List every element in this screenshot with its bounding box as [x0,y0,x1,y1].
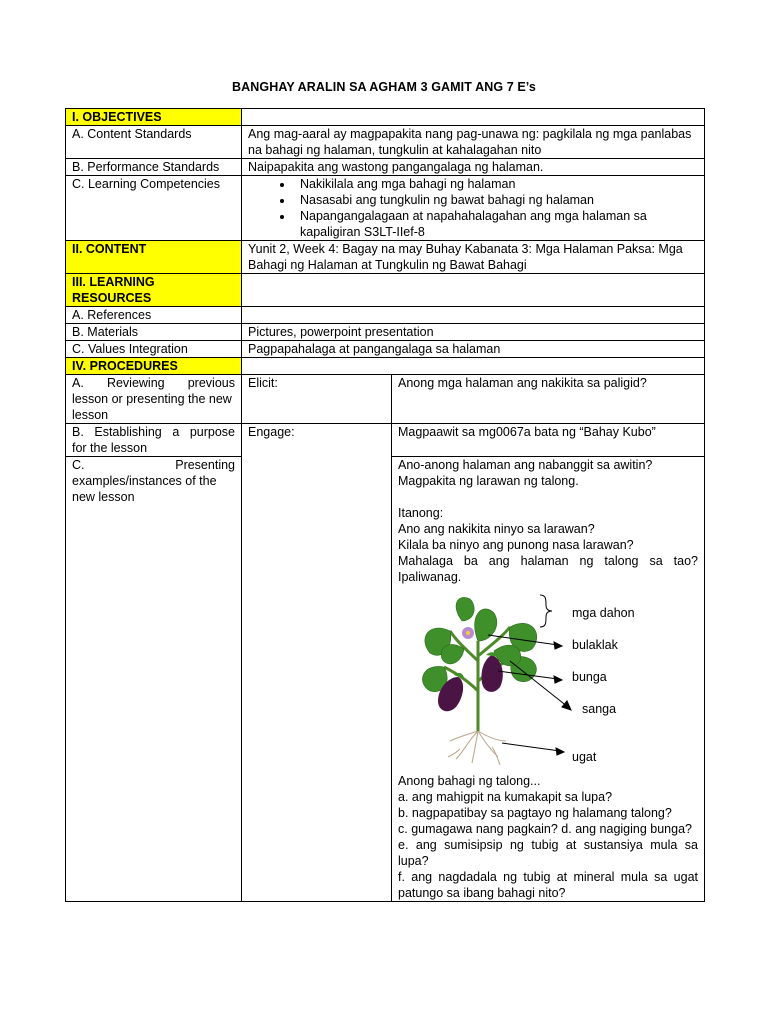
competencies-list [248,176,698,240]
procedure-c-activity: Ano-anong halaman ang nabanggit sa awitin? Magpakita ng larawan ng talong. Itanong: Ano ang nakikita ninyo sa larawan? Kilala ba ninyo ang punong nasa larawan? Mahalaga ba ang halaman ng talong sa tao? Ipaliwanag. mga dahon bulaklak bunga sanga ugat Anong bahagi ng talong... a. ang mahigpit na kumakapit sa lupa? b. nagpapatibay sa pagtayo ng halamang talong? c. gumagawa nang pagkain? d. ang nagiging bunga? e. ang sumisipsip ng tubig at sustansiya mula sa lupa? f. ang nagdadala ng tubig at mineral mula sa ugat patungo sa ibang bahagi nito? [392,457,705,902]
label-sanga: sanga [582,702,617,716]
procedure-c-label-rest: examples/instances of the new lesson [72,474,217,504]
label-bunga: bunga [572,670,607,684]
performance-standards-label: B. Performance Standards [66,159,242,176]
values-value: Pagpapahalaga at pangangalaga sa halaman [242,341,705,358]
materials-label: B. Materials [66,324,242,341]
eggplant-plant-icon [398,591,698,773]
procedures-header-row [66,358,705,375]
procedure-b-activity: Magpaawit sa mg0067a bata ng “Bahay Kubo” [392,424,705,457]
procedure-a-label-rest: lesson or presenting the new lesson [72,392,232,422]
itanong-label: Itanong: [398,506,444,520]
performance-standards-value: Naipapakita ang wastong pangangalaga ng halaman. [242,159,705,176]
question-b: b. nagpapatibay sa pagtayo ng halamang talong? [398,806,672,820]
content-row [66,241,705,274]
list-item: • Nasasabi ang tungkulin ng bawat bahagi ng halaman [294,192,698,208]
performance-standards-row [66,159,705,176]
references-label: A. References [66,307,242,324]
resources-header-row [66,274,705,307]
values-label: C. Values Integration [66,341,242,358]
learning-competencies-label: C. Learning Competencies [66,176,242,241]
label-ugat: ugat [572,750,597,764]
content-standards-row [66,126,705,159]
list-item: • Napangangalagaan at napahahalagahan ang mga halaman sa kapaligiran S3LT-IIef-8 [294,208,698,240]
eggplant-diagram [398,591,698,773]
references-row [66,307,705,324]
question-e: e. ang sumisipsip ng tubig at sustansiya mula sa lupa? [398,838,698,868]
procedure-c-label-first: C. Presenting [72,458,235,472]
phase-elicit: Elicit: [242,375,392,424]
procedure-b-row [66,424,705,457]
lesson-plan-table [65,108,705,902]
content-standards-value: Ang mag-aaral ay magpapakita nang pag-unawa ng: pagkilala ng mga panlabas na bahagi ng halaman, tungkulin at kahalagahan nito [242,126,705,159]
objectives-heading: I. OBJECTIVES [66,109,242,126]
question-f: f. ang nagdadala ng tubig at mineral mula sa ugat patungo sa ibang bahagi nito? [398,870,698,900]
justified-question: Mahalaga ba ang halaman ng talong sa tao? Ipaliwanag. [398,554,698,584]
procedure-b-label-first: B. Establishing a purpose [72,425,235,439]
references-value [242,307,705,324]
procedure-a-label-first: A. Reviewing previous [72,376,235,390]
procedure-a-activity: Anong mga halaman ang nakikita sa paligid? [392,375,705,424]
document-title: BANGHAY ARALIN SA AGHAM 3 GAMIT ANG 7 E’s [232,80,536,94]
question-intro: Anong bahagi ng talong... [398,774,541,788]
question-c: c. gumagawa nang pagkain? d. ang nagiging bunga? [398,822,692,836]
content-value: Yunit 2, Week 4: Bagay na may Buhay Kabanata 3: Mga Halaman Paksa: Mga Bahagi ng Halaman at Tungkulin ng Bawat Bahagi [242,241,705,274]
values-row [66,341,705,358]
materials-row [66,324,705,341]
label-bulaklak: bulaklak [572,638,618,652]
resources-heading: III. LEARNING RESOURCES [66,274,242,307]
procedure-b-label-rest: for the lesson [72,441,148,455]
materials-value: Pictures, powerpoint presentation [242,324,705,341]
content-heading: II. CONTENT [66,241,242,274]
label-dahon: mga dahon [572,606,635,620]
question-a: a. ang mahigpit na kumakapit sa lupa? [398,790,613,804]
content-standards-label: A. Content Standards [66,126,242,159]
procedures-heading: IV. PROCEDURES [66,358,242,375]
phase-engage: Engage: [242,424,392,902]
list-item: • Nakikilala ang mga bahagi ng halaman [294,176,698,192]
learning-competencies-row [66,176,705,241]
objectives-header-row [66,109,705,126]
procedure-a-row [66,375,705,424]
